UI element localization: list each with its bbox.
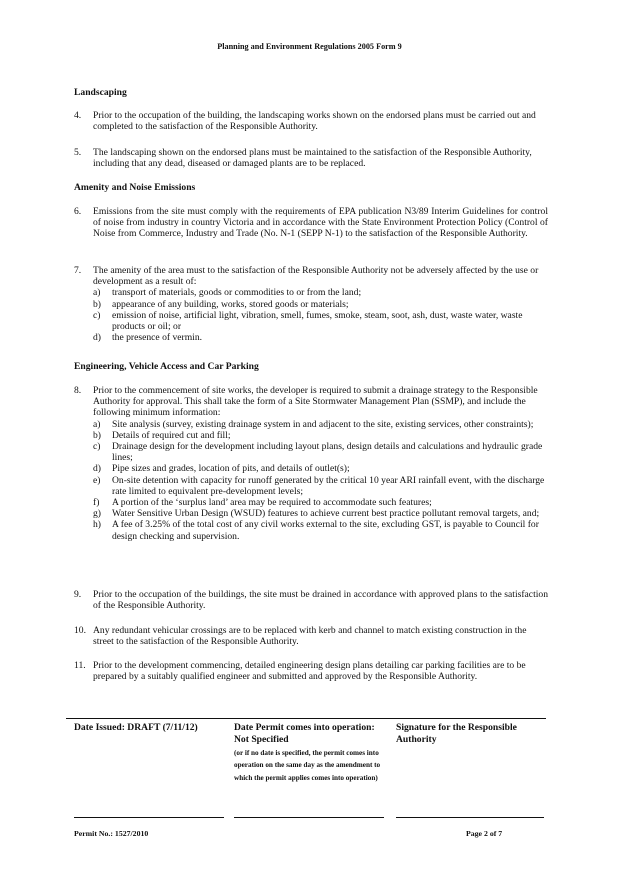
section-heading-landscaping: Landscaping — [74, 87, 127, 98]
sub-item-text: Water Sensitive Urban Design (WSUD) features to achieve current best practice pollutant removal targets, and; — [112, 508, 540, 520]
signature-heading: Signature for the Responsible Authority — [396, 722, 517, 745]
sub-item — [93, 287, 548, 298]
sub-item-text: Drainage design for the development including layout plans, design details and calculations and hydraulic grade lines; — [112, 441, 543, 464]
sub-item-letter: b) — [93, 429, 101, 441]
sub-item — [93, 497, 548, 508]
sub-item — [93, 475, 548, 497]
condition-10 — [74, 625, 548, 647]
sub-item — [93, 463, 548, 474]
sub-item-text: Pipe sizes and grades, location of pits, and details of outlet(s); — [112, 463, 350, 475]
sub-item-text: A portion of the ‘surplus land’ area may be required to accommodate such features; — [112, 497, 432, 509]
condition-number: 4. — [74, 110, 82, 121]
condition-text: Prior to the commencement of site works, the developer is required to submit a drainage strategy to the Responsible Authority for approval. This shall take the form of a Site Stormwater Management Plan (SSMP), and include the following minimum information: — [93, 385, 538, 419]
condition-number: 8. — [74, 385, 82, 396]
sub-item-letter: h) — [93, 519, 101, 531]
signature-line — [74, 817, 224, 818]
condition-9 — [74, 589, 548, 611]
sub-item-text: Details of required cut and fill; — [112, 429, 231, 441]
condition-number: 11. — [74, 660, 86, 671]
sub-item-letter: c) — [93, 441, 101, 453]
sub-item — [93, 332, 548, 343]
sub-item — [93, 519, 548, 541]
sub-item-letter: d) — [93, 332, 101, 344]
condition-number: 10. — [74, 625, 86, 636]
condition-8 — [74, 385, 548, 542]
sub-item-letter: c) — [93, 309, 101, 321]
date-issued: Date Issued: DRAFT (7/11/12) — [74, 722, 198, 733]
condition-text: The amenity of the area must to the satisfaction of the Responsible Authority not be adversely affected by the use or development as a result of: — [93, 265, 539, 288]
sub-item-letter: a) — [93, 287, 101, 299]
table-top-rule — [66, 718, 546, 719]
condition-text: The landscaping shown on the endorsed plans must be maintained to the satisfaction of the Responsible Authority, including that any dead, diseased or damaged plants are to be replaced. — [93, 147, 532, 170]
sub-item-text: appearance of any building, works, stored goods or materials; — [112, 298, 349, 310]
sub-item-text: Site analysis (survey, existing drainage system in and adjacent to the site, existing services, other constraints); — [112, 418, 534, 430]
permit-start-cell — [234, 722, 384, 784]
section-heading-engineering: Engineering, Vehicle Access and Car Parking — [74, 361, 259, 372]
sub-item-text: A fee of 3.25% of the total cost of any civil works external to the site, excluding GST, is payable to Council for design checking and supervision. — [112, 519, 539, 542]
signature-line — [396, 817, 544, 818]
sub-item — [93, 310, 548, 332]
page-number: Page 2 of 7 — [466, 829, 503, 838]
condition-6 — [74, 206, 548, 240]
signature-line — [234, 817, 384, 818]
sub-item — [93, 508, 548, 519]
sub-item-letter: b) — [93, 298, 101, 310]
sub-item-letter: d) — [93, 463, 101, 475]
condition-text: Prior to the occupation of the building, the landscaping works shown on the endorsed plans must be carried out and completed to the satisfaction of the Responsible Authority. — [93, 110, 536, 133]
condition-text: Any redundant vehicular crossings are to be replaced with kerb and channel to match existing construction in the street to the satisfaction of the Responsible Authority. — [93, 625, 527, 648]
sub-item — [93, 419, 548, 430]
condition-11 — [74, 660, 548, 682]
condition-text: Prior to the occupation of the buildings, the site must be drained in accordance with approved plans to the satisfaction of the Responsible Authority. — [93, 589, 548, 612]
condition-number: 9. — [74, 589, 82, 600]
sub-item — [93, 299, 548, 310]
condition-5 — [74, 147, 548, 169]
permit-number: Permit No.: 1527/2010 — [74, 829, 149, 838]
sub-item-text: On-site detention with capacity for runoff generated by the critical 10 year ARI rainfall event, with the discharge rate limited to equivalent pre-development levels; — [112, 474, 545, 497]
section-heading-amenity: Amenity and Noise Emissions — [74, 182, 196, 193]
condition-number: 7. — [74, 265, 82, 276]
condition-text: Prior to the development commencing, detailed engineering design plans detailing car parking facilities are to be prepared by a suitably qualified engineer and submitted and approved by the Responsible Authority. — [93, 660, 526, 683]
permit-start-note: (or if no date is specified, the permit comes into operation on the same day as the amendment to which the permit applies comes into operation) — [234, 749, 381, 782]
sub-item-letter: e) — [93, 474, 101, 486]
issue-details-table — [66, 718, 546, 820]
condition-number: 5. — [74, 147, 82, 158]
sub-item — [93, 441, 548, 463]
condition-7 — [74, 265, 548, 343]
condition-text: Emissions from the site must comply with the requirements of EPA publication N3/89 Interim Guidelines for control of noise from industry in country Victoria and in accordance with the State Environment Protection Policy (Control of Noise from Commerce, Industry and Trade (No. N-1 (SEPP N-1) to the satisfaction of the Responsible Authority. — [93, 206, 548, 240]
sub-item-letter: f) — [93, 497, 100, 509]
sub-item-letter: a) — [93, 418, 101, 430]
permit-start-heading: Date Permit comes into operation: Not Specified — [234, 722, 375, 745]
sub-item-text: emission of noise, artificial light, vibration, smell, fumes, smoke, steam, soot, ash, dust, waste water, waste products or oil; or — [112, 309, 523, 333]
condition-number: 6. — [74, 206, 82, 217]
sub-item-letter: g) — [93, 508, 101, 520]
running-header: Planning and Environment Regulations 2005 Form 9 — [217, 42, 402, 51]
sub-item — [93, 430, 548, 441]
sub-item-text: the presence of vermin. — [112, 332, 203, 344]
sub-item-text: transport of materials, goods or commodities to or from the land; — [112, 287, 362, 299]
condition-4 — [74, 110, 548, 132]
